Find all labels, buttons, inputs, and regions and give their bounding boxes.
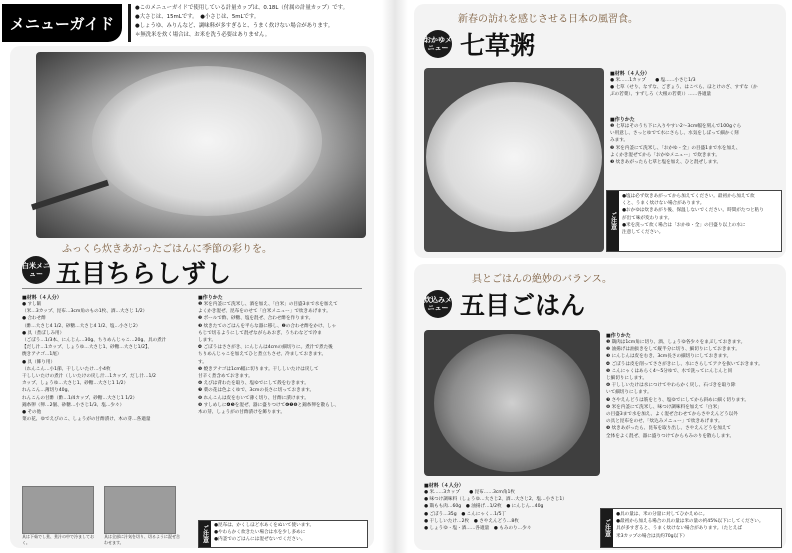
- tip-line: ●塩は必ず炊きあがってから加えてください。最初から加えて炊: [622, 194, 755, 199]
- guide-notes: [128, 4, 376, 42]
- gomoku-tip-box: [600, 508, 782, 548]
- step-caption-2: 具は全部に汁気を切り、切るように混ぜ合わせます。: [104, 534, 180, 545]
- method-step: みます。: [610, 138, 629, 144]
- method-step: い用意し、さっとゆでて水にさらし、水気をしぼって細かく刻: [610, 131, 739, 137]
- method-step: 甘辛く煮含めておきます。: [198, 374, 253, 380]
- menu-guide-title: メニューガイド: [2, 4, 122, 42]
- tip-line: ●昆布は、かくしほど水あくをぬいて使います。: [214, 523, 315, 528]
- tip-line: が出て味が変わります。: [622, 215, 673, 221]
- gomoku-badge: 炊込みメニュー: [424, 290, 452, 318]
- tip-line: ●米を洗って炊く場合は「おかゆ・全」の目盛り以上の水に: [622, 222, 746, 228]
- ingredient-line: （酢…大さじ4 1/2、砂糖…大さじ4 1/2、塩…小さじ2）: [22, 323, 141, 329]
- ingredient-line: ● 具（飾り用）: [22, 359, 56, 365]
- nanakusa-subtitle: 新春の訪れを感じさせる日本の風習食。: [458, 14, 638, 25]
- step-photo-1: [22, 486, 94, 534]
- ingredient-line: ● 味つけ調味料（しょうゆ…大さじ2、酒…大さじ2、塩…小さじ1）: [424, 497, 567, 503]
- method-step: ❺ こんにゃくはあらく4〜5分ゆで、水で洗ってにんじんと同: [606, 368, 733, 374]
- chopsticks-image: [31, 180, 109, 210]
- guide-note: ●このメニューガイドで使用している計量カップは、0.18L（付属の計量カップ）です。: [135, 5, 349, 11]
- method-step: ❺ 焼きアナゴは1cm幅に切ります。干ししいたけは戻して: [198, 366, 319, 372]
- guide-note: ＊無洗米を炊く場合は、お米を洗う必要はありません。: [135, 32, 271, 38]
- method-step: ちりめんじゃこを加えてひと煮立ちさせ、冷ましておきます。: [198, 352, 327, 358]
- tip-line: 注意してください。: [622, 230, 664, 236]
- method-step: ❹ ごぼうは皮を削ってささがきにし、水にさらしてアクを抜いておきます。: [606, 361, 763, 367]
- nanakusa-photo: [424, 68, 604, 252]
- ingredient-line: カップ、しょうゆ…大さじ1、砂糖…大さじ1 1/2）: [22, 381, 129, 387]
- method-step: よくかき混ぜ、昆布をのせて「白米メニュー」で炊きあげます。: [198, 309, 331, 315]
- tip-line: 具が多すぎると、うまく炊けない場合があります。（たとえば: [616, 526, 742, 532]
- ingredient-line: ● 米……1カップ ● 塩……小さじ1/3: [610, 78, 696, 83]
- tip-line: ●具の量は、米の分量に対してひかえめに。: [616, 512, 708, 517]
- method-step: ❾ すしめしに❹❺を混ぜ、器に盛りつけて❻❼❽と錦糸卵を散らし、: [198, 402, 339, 408]
- tip-line: ●おかゆは炊きあがり後、保温しないでください。時間がたつと粘り: [622, 208, 764, 214]
- chirashi-method: [198, 294, 368, 416]
- method-step: す。: [198, 359, 207, 365]
- ingredient-line: れんこんの甘酢（酢…1/4カップ、砂糖…大さじ1 1/2）: [22, 395, 138, 401]
- tip-label: ご注意: [607, 191, 619, 251]
- method-heading: ■作りかた: [198, 295, 223, 301]
- ingredients-heading: ■材料（４人分）: [424, 483, 464, 489]
- ingredient-line: ● 鶏もも肉…60g ● 油揚げ…1/2枚 ● にんじん…40g: [424, 504, 544, 510]
- method-step: ❼ さやえんどうは筋をとり、塩ゆでにしてから斜めに細く切ります。: [606, 397, 750, 403]
- gomoku-subtitle: 具とごはんの絶妙のバランス。: [472, 274, 612, 285]
- step-caption-1: 具は下茹でし煮、煮汁の中で冷ましておく。: [22, 534, 94, 545]
- ingredient-line: （ごぼう…1/3本、にんじん…30g、ちりめんじゃこ…20g、具の煮汁: [22, 338, 167, 344]
- ingredient-line: ● その他: [22, 410, 42, 416]
- guide-note: ●しょうゆ、みりんなど、調味料が多すぎると、うまく炊けない場合があります。: [135, 23, 334, 29]
- step-photo-2: [104, 486, 176, 534]
- method-step: ❷ 米を内釜にて洗米し、「おかゆ・全」の目盛1まで水を加え、: [610, 145, 741, 151]
- chirashi-photo: [36, 52, 366, 238]
- ingredient-line: ● 七草（せり、なずな、ごぎょう、はこべら、ほとけのざ、すずな（か: [610, 85, 758, 91]
- rice-bowl-image: [434, 334, 590, 472]
- page-gutter: [382, 0, 408, 553]
- tip-line: ●最初から加える場合の具の量は米の量の約45%以下にしてください。: [616, 519, 764, 525]
- tip-label: ご注意: [199, 521, 211, 547]
- gomoku-photo: [424, 330, 600, 476]
- tip-line: 米3カップの場合は具約70g以下）: [616, 533, 688, 539]
- ingredient-line: ● すし飯: [22, 302, 42, 307]
- method-step: ❷ 油揚げは油抜きをして縦半分に切り、細切りにしておきます。: [606, 347, 740, 353]
- guide-note: ●大さじは、15mLです。 ●小さじは、5mLです。: [135, 14, 260, 20]
- method-step: ❹ ごぼうはささがき、にんじんは4cmの細切りに。煮汁で煮た後: [198, 345, 333, 351]
- ingredient-line: 焼きアナゴ…1尾）: [22, 352, 62, 358]
- chirashi-subtitle: ふっくら炊きあがったごはんに季節の彩りを。: [62, 244, 272, 255]
- method-step: よくかき混ぜてから「おかゆメニュー」で炊きます。: [610, 152, 720, 158]
- method-step: します。: [198, 338, 217, 344]
- tip-label: ご注意: [601, 509, 613, 547]
- tip-line: ●やわらかく炊きたい場合は水を少し多めに: [214, 530, 306, 536]
- sushi-bowl-image: [92, 66, 322, 216]
- method-step: じ細切りにします。: [606, 376, 647, 382]
- ingredient-line: ● 干ししいたけ…2枚 ● さやえんどう…8枚: [424, 518, 519, 524]
- chirashi-title: 五目ちらしずし: [56, 259, 232, 288]
- method-step: 全体をよく混ぜ、器に盛りつけてからもみのりを散らします。: [606, 433, 735, 439]
- ingredient-line: ● ごぼう…35g ● こんにゃく…1/5丁: [424, 511, 507, 517]
- ingredient-line: ぶの若菜）、すずしろ（大根の若菜））……各適量: [610, 92, 712, 98]
- method-step: ❾ 炊きあがったら、昆布を取り出し、さやえんどうを加えて: [606, 426, 732, 432]
- tip-line: ●内釜でのごはんには混ぜないでください。: [214, 537, 306, 543]
- ingredient-line: （れんこん…小1節、干ししいたけ…小4枚: [22, 366, 111, 372]
- method-step: ❻ 干ししいたけは水につけてやわらかく戻し、石づきを取り除: [606, 383, 736, 389]
- porridge-bowl-image: [426, 82, 602, 232]
- gomoku-method: [606, 332, 782, 440]
- ingredient-line: 錦糸卵（卵…2個、砂糖…小さじ1/3、塩…少々）: [22, 402, 125, 408]
- chirashi-badge: 白米メニュー: [22, 256, 50, 284]
- nanakusa-tip-box: [606, 190, 782, 252]
- method-step: もじで切るようにして混ぜながらあおぎ、うちわなどで冷ま: [198, 330, 322, 336]
- ingredient-line: れんこん…薄切り40g、: [22, 388, 73, 394]
- chirashi-ingredients: [22, 294, 192, 423]
- method-step: 木の芽、しょうがの甘酢漬けを飾ります。: [198, 410, 285, 416]
- ingredients-heading: ■材料（４人分）: [610, 71, 650, 77]
- chirashi-tip-box: [198, 520, 368, 548]
- ingredient-line: （米…3カップ、昆布…3cm角のもの1枚、酒…大さじ 1/2）: [22, 309, 148, 315]
- gomoku-title: 五目ごはん: [460, 291, 586, 320]
- tip-line: くと、うまく炊けない場合があります。: [622, 201, 705, 207]
- nanakusa-title: 七草粥: [460, 31, 536, 60]
- title-underline: [22, 288, 362, 289]
- method-step: ❸ 炊きたてのごはんを平らな器に移し、❷の合わせ酢をかけ、しゃ: [198, 323, 337, 329]
- method-heading: ■作りかた: [606, 333, 631, 339]
- nanakusa-badge: おかゆメニュー: [424, 30, 452, 58]
- nanakusa-method: [610, 116, 780, 166]
- method-step: ❽ れんこんは皮をむいて薄く切り、甘酢に漬けます。: [198, 395, 309, 401]
- ingredient-line: ● しょうゆ・塩・酒……各適量 ● もみのり…少々: [424, 526, 532, 532]
- method-step: いて細切りにします。: [606, 390, 652, 396]
- gomoku-ingredients: [424, 482, 602, 532]
- method-step: ❸ にんじんは皮をむき、3cm長さの細切りにしておきます。: [606, 354, 732, 360]
- method-heading: ■作りかた: [610, 117, 635, 123]
- ingredient-line: ● 米……3カップ ● 昆布……3cm角1枚: [424, 490, 515, 495]
- method-step: ❼ 菜の花は色よくゆで、3cmの長さに切っておきます。: [198, 388, 315, 394]
- ingredient-line: 菜の花、ゆでえびのこ、しょうがの甘酢漬け、木の芽…各適量: [22, 417, 151, 423]
- method-step: の具と昆布をのせ、「炊込みメニュー」で炊きあげます。: [606, 419, 723, 425]
- ingredient-line: ● 合わせ酢: [22, 316, 46, 322]
- nanakusa-ingredients: [610, 70, 780, 99]
- method-step: ❶ 七草はそのうち下に入りやすい2〜3cm幅を刻んで100gぐら: [610, 124, 742, 129]
- method-step: ❶ 鶏肉は1cm角に切り、酒、しょうゆ各少々をまぶしておきます。: [606, 340, 746, 345]
- ingredients-heading: ■材料（４人分）: [22, 295, 62, 301]
- ingredient-line: 干ししいたけの煮汁（しいたけの戻し汁…1カップ、だし汁…1/2: [22, 374, 156, 380]
- ingredient-line: ● 具（煮ぼしみ用）: [22, 330, 65, 336]
- method-step: ❶ 米を内釜にて洗米し、酒を加え、「白米」の目盛3まで水を加えて: [198, 302, 338, 307]
- method-step: ❷ ボールで酢、砂糖、塩を混ぜ、合わせ酢を作ります。: [198, 316, 314, 322]
- method-step: ❽ 米を内釜にて洗米し、味つけ調味料を加えて「白米」: [606, 404, 722, 410]
- ingredient-line: 【だし汁…1カップ、しょうゆ…大さじ1、砂糖…大さじ1/2】、: [22, 345, 152, 351]
- method-step: ❸ 炊きあがったら七草と塩を加え、ひと混ぜします。: [610, 160, 722, 166]
- method-step: ❻ えびは背わたを取り、塩ゆでにして殻をむきます。: [198, 381, 309, 387]
- method-step: の目盛3まで水を加え、よく混ぜ合わせてからさやえんどう以外: [606, 412, 738, 418]
